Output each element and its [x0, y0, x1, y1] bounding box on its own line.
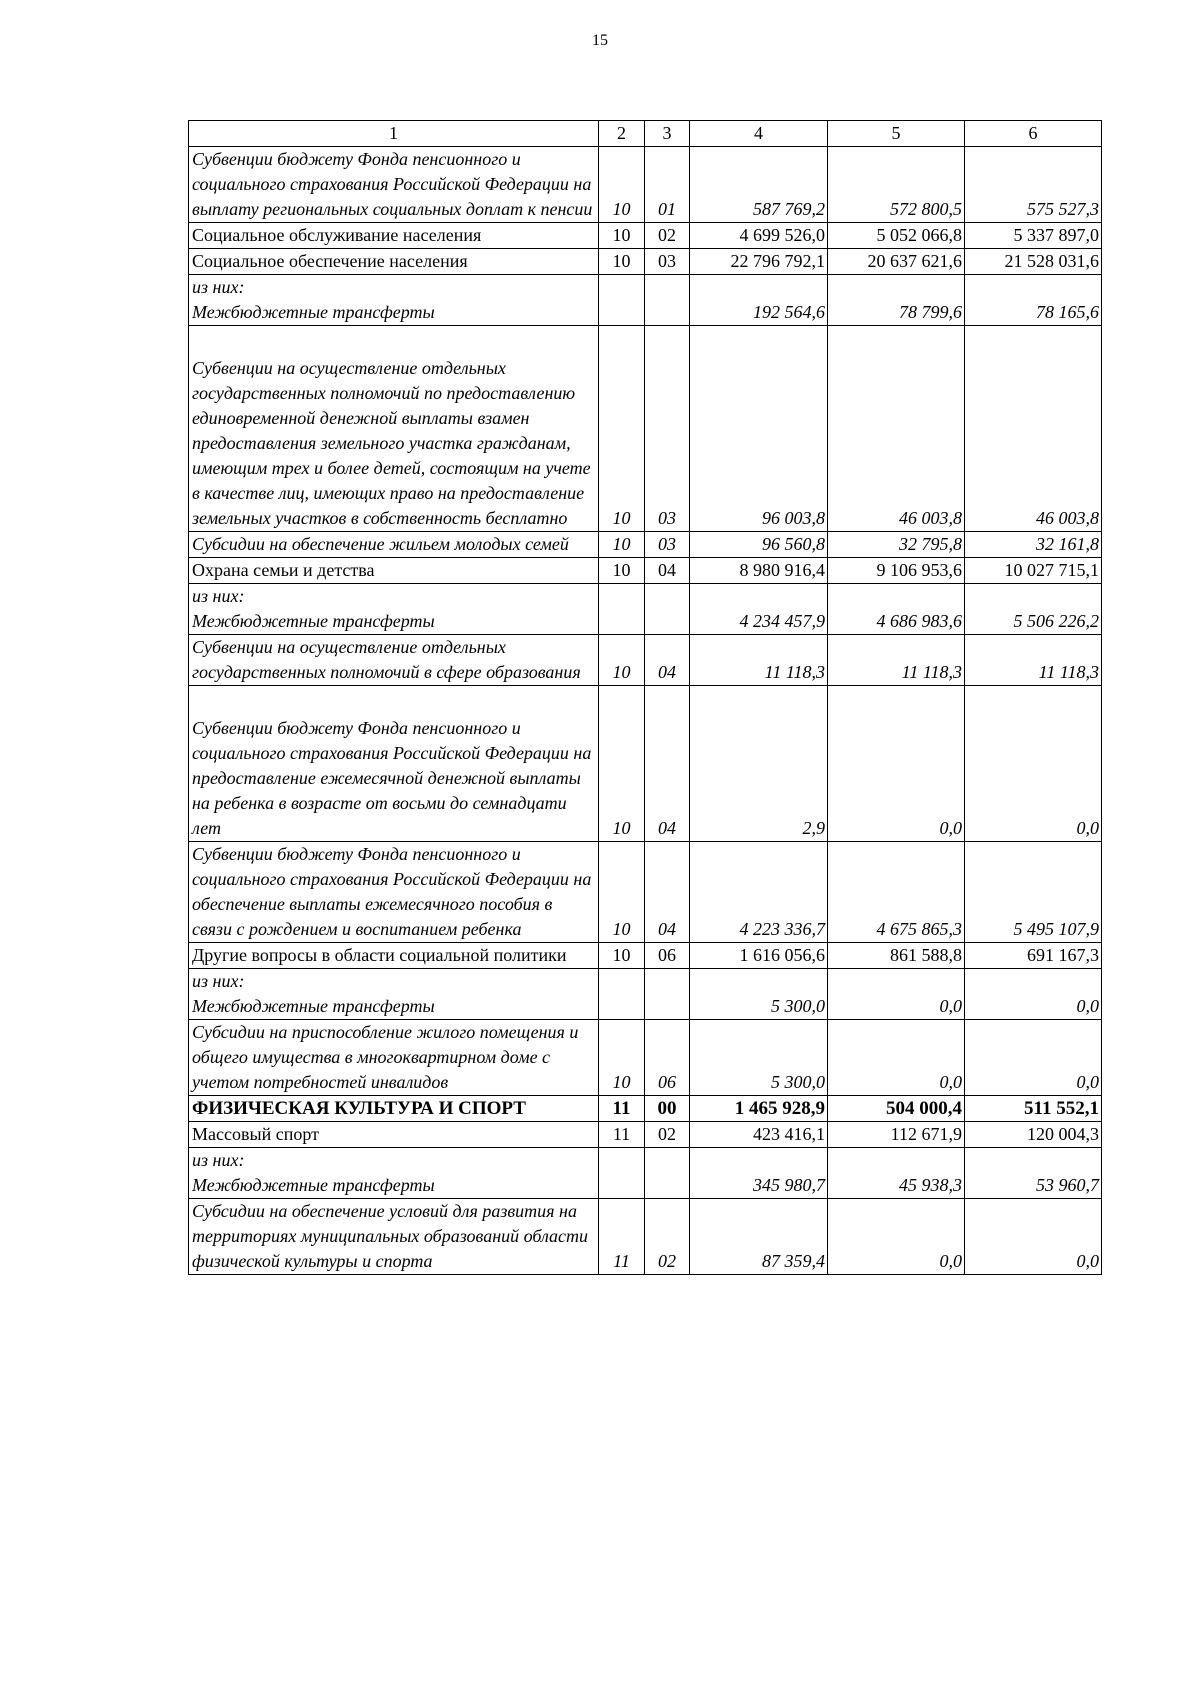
column-header: 2: [599, 121, 645, 147]
row-value-col6: 575 527,3: [965, 147, 1102, 223]
row-subsection-code: 04: [645, 558, 690, 584]
row-value-col4: 587 769,2: [690, 147, 828, 223]
row-value-col5: 572 800,5: [828, 147, 965, 223]
row-subsection-code: 01: [645, 147, 690, 223]
row-value-col5: 4 686 983,6: [828, 584, 965, 635]
row-value-col4: 87 359,4: [690, 1199, 828, 1275]
row-name: Субвенции бюджету Фонда пенсионного и социального страхования Российской Федерации на обеспечение выплаты ежемесячного пособия в связи с рождением и воспитанием ребенка: [189, 842, 599, 943]
row-subsection-code: 02: [645, 1199, 690, 1275]
row-section-code: 10: [599, 635, 645, 686]
row-value-col6: 11 118,3: [965, 635, 1102, 686]
row-value-col5: 32 795,8: [828, 532, 965, 558]
row-name: Субвенции на осуществление отдельных государственных полномочий в сфере образования: [189, 635, 599, 686]
row-value-col4: 4 223 336,7: [690, 842, 828, 943]
table-row: [189, 584, 1102, 635]
row-value-col4: 1 465 928,9: [690, 1096, 828, 1122]
row-value-col6: 21 528 031,6: [965, 249, 1102, 275]
row-section-code: 10: [599, 147, 645, 223]
row-section-code: 10: [599, 532, 645, 558]
row-value-col5: 20 637 621,6: [828, 249, 965, 275]
row-value-col5: 5 052 066,8: [828, 223, 965, 249]
row-value-col5: 0,0: [828, 1199, 965, 1275]
row-value-col6: 0,0: [965, 686, 1102, 842]
row-value-col5: 0,0: [828, 969, 965, 1020]
table-row: [189, 842, 1102, 943]
row-section-code: 10: [599, 943, 645, 969]
row-subsection-code: 02: [645, 1122, 690, 1148]
row-value-col6: 120 004,3: [965, 1122, 1102, 1148]
row-value-col4: 96 560,8: [690, 532, 828, 558]
row-section-code: 10: [599, 558, 645, 584]
row-section-code: 10: [599, 223, 645, 249]
row-section-code: 11: [599, 1096, 645, 1122]
row-name: Субвенции бюджету Фонда пенсионного и социального страхования Российской Федерации на выплату региональных социальных доплат к пенсии: [189, 147, 599, 223]
row-section-code: [599, 275, 645, 326]
row-name: Субвенции бюджету Фонда пенсионного и социального страхования Российской Федерации на предоставление ежемесячной денежной выплаты на ребенка в возрасте от восьми до семнадцати лет: [189, 686, 599, 842]
table-row: [189, 686, 1102, 842]
row-name: Социальное обслуживание населения: [189, 223, 599, 249]
row-name: Субсидии на обеспечение условий для развития на территориях муниципальных образований области физической культуры и спорта: [189, 1199, 599, 1275]
row-section-code: [599, 584, 645, 635]
row-value-col5: 0,0: [828, 686, 965, 842]
row-name: из них: Межбюджетные трансферты: [189, 584, 599, 635]
row-value-col6: 0,0: [965, 1199, 1102, 1275]
table-row: [189, 249, 1102, 275]
row-subsection-code: 04: [645, 635, 690, 686]
row-name: Другие вопросы в области социальной политики: [189, 943, 599, 969]
row-value-col4: 4 234 457,9: [690, 584, 828, 635]
row-subsection-code: 03: [645, 326, 690, 532]
row-name: ФИЗИЧЕСКАЯ КУЛЬТУРА И СПОРТ: [189, 1096, 599, 1122]
row-section-code: 10: [599, 249, 645, 275]
row-subsection-code: 03: [645, 249, 690, 275]
column-header: 4: [690, 121, 828, 147]
row-value-col4: 1 616 056,6: [690, 943, 828, 969]
table-row: [189, 1199, 1102, 1275]
row-value-col4: 96 003,8: [690, 326, 828, 532]
row-subsection-code: 04: [645, 686, 690, 842]
row-subsection-code: [645, 584, 690, 635]
row-value-col6: 32 161,8: [965, 532, 1102, 558]
row-section-code: 10: [599, 686, 645, 842]
row-name: Социальное обеспечение населения: [189, 249, 599, 275]
row-section-code: 10: [599, 842, 645, 943]
table-row: [189, 147, 1102, 223]
row-value-col5: 78 799,6: [828, 275, 965, 326]
row-value-col6: 5 495 107,9: [965, 842, 1102, 943]
table-row: [189, 969, 1102, 1020]
row-value-col4: 5 300,0: [690, 1020, 828, 1096]
column-number-row: [189, 121, 1102, 147]
row-section-code: 10: [599, 1020, 645, 1096]
row-subsection-code: 00: [645, 1096, 690, 1122]
row-name: Субвенции на осуществление отдельных государственных полномочий по предоставлению единовременной денежной выплаты взамен предоставления земельного участка гражданам, имеющим трех и более детей, состоящим на учете в качестве лиц, имеющих право на предоставление земельных участков в собственность бесплатно: [189, 326, 599, 532]
row-value-col4: 345 980,7: [690, 1148, 828, 1199]
column-header: 6: [965, 121, 1102, 147]
row-value-col5: 112 671,9: [828, 1122, 965, 1148]
row-section-code: [599, 1148, 645, 1199]
table-row: [189, 635, 1102, 686]
table-row: [189, 1148, 1102, 1199]
row-value-col4: 192 564,6: [690, 275, 828, 326]
row-subsection-code: 04: [645, 842, 690, 943]
row-name: Массовый спорт: [189, 1122, 599, 1148]
row-value-col5: 45 938,3: [828, 1148, 965, 1199]
column-header: 5: [828, 121, 965, 147]
row-section-code: 11: [599, 1122, 645, 1148]
row-value-col5: 9 106 953,6: [828, 558, 965, 584]
row-value-col4: 11 118,3: [690, 635, 828, 686]
table-row: [189, 532, 1102, 558]
page-number: 15: [592, 32, 608, 49]
table-row: [189, 558, 1102, 584]
table-row: [189, 1122, 1102, 1148]
row-value-col5: 0,0: [828, 1020, 965, 1096]
row-value-col6: 5 506 226,2: [965, 584, 1102, 635]
row-section-code: 11: [599, 1199, 645, 1275]
row-name: Субсидии на приспособление жилого помещения и общего имущества в многоквартирном доме с учетом потребностей инвалидов: [189, 1020, 599, 1096]
row-value-col6: 10 027 715,1: [965, 558, 1102, 584]
row-value-col4: 2,9: [690, 686, 828, 842]
row-value-col5: 4 675 865,3: [828, 842, 965, 943]
row-value-col6: 78 165,6: [965, 275, 1102, 326]
row-value-col6: 0,0: [965, 1020, 1102, 1096]
row-section-code: [599, 969, 645, 1020]
row-value-col5: 11 118,3: [828, 635, 965, 686]
column-header: 1: [189, 121, 599, 147]
row-section-code: 10: [599, 326, 645, 532]
row-value-col5: 504 000,4: [828, 1096, 965, 1122]
row-subsection-code: 06: [645, 943, 690, 969]
table-row: [189, 1020, 1102, 1096]
row-name: из них: Межбюджетные трансферты: [189, 1148, 599, 1199]
row-subsection-code: 03: [645, 532, 690, 558]
budget-table: [188, 120, 1102, 1275]
column-header: 3: [645, 121, 690, 147]
row-value-col6: 511 552,1: [965, 1096, 1102, 1122]
row-value-col5: 861 588,8: [828, 943, 965, 969]
row-name: Субсидии на обеспечение жильем молодых семей: [189, 532, 599, 558]
row-subsection-code: [645, 275, 690, 326]
row-value-col6: 46 003,8: [965, 326, 1102, 532]
row-value-col5: 46 003,8: [828, 326, 965, 532]
table-row: [189, 943, 1102, 969]
row-value-col4: 8 980 916,4: [690, 558, 828, 584]
row-name: из них: Межбюджетные трансферты: [189, 969, 599, 1020]
table-row: [189, 1096, 1102, 1122]
budget-table-body: [189, 121, 1102, 1275]
row-subsection-code: [645, 969, 690, 1020]
table-row: [189, 326, 1102, 532]
row-value-col4: 22 796 792,1: [690, 249, 828, 275]
table-row: [189, 275, 1102, 326]
row-name: из них: Межбюджетные трансферты: [189, 275, 599, 326]
row-subsection-code: [645, 1148, 690, 1199]
row-value-col4: 5 300,0: [690, 969, 828, 1020]
row-name: Охрана семьи и детства: [189, 558, 599, 584]
row-subsection-code: 06: [645, 1020, 690, 1096]
row-value-col6: 0,0: [965, 969, 1102, 1020]
row-value-col4: 4 699 526,0: [690, 223, 828, 249]
row-subsection-code: 02: [645, 223, 690, 249]
table-row: [189, 223, 1102, 249]
row-value-col6: 5 337 897,0: [965, 223, 1102, 249]
row-value-col4: 423 416,1: [690, 1122, 828, 1148]
row-value-col6: 53 960,7: [965, 1148, 1102, 1199]
row-value-col6: 691 167,3: [965, 943, 1102, 969]
